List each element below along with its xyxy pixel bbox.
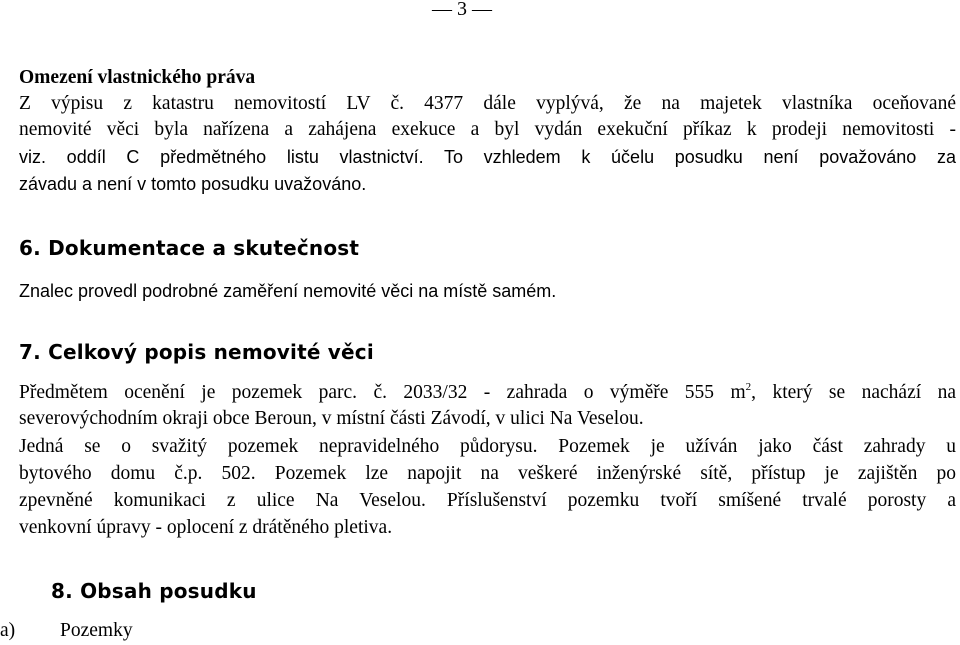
ownership-line-3: viz. oddíl C předmětného listu vlastnictví. To vzhledem k účelu posudku není považováno za <box>19 147 956 167</box>
ownership-heading: Omezení vlastnického práva <box>19 67 256 88</box>
section-6-heading: 6. Dokumentace a skutečnost <box>19 236 360 260</box>
section-8-heading: 8. Obsah posudku <box>51 579 257 603</box>
ownership-line-4: závadu a není v tomto posudku uvažováno. <box>19 174 367 194</box>
section-6-text: Znalec provedl podrobné zaměření nemovité věci na místě samém. <box>19 281 557 301</box>
ownership-line-1: Z výpisu z katastru nemovitostí LV č. 4377 dále vyplývá, že na majetek vlastníka oceňované <box>19 93 956 114</box>
section-7-heading: 7. Celkový popis nemovité věci <box>19 340 374 364</box>
section-7-line-4: bytového domu č.p. 502. Pozemek lze napojit na veškeré inženýrské sítě, přístup je zajištěn po <box>19 463 956 484</box>
page-number: — 3 — <box>432 0 492 20</box>
section-7-line-6: venkovní úpravy - oplocení z drátěného pletiva. <box>19 517 393 538</box>
section-7-line-1: Předmětem ocenění je pozemek parc. č. 2033/32 - zahrada o výměře 555 $m^2$, který se nachází na <box>19 381 956 403</box>
section-7-line-2: severovýchodním okraji obce Beroun, v místní části Závodí, v ulici Na Veselou. <box>19 408 644 429</box>
section-7-line-3: Jedná se o svažitý pozemek nepravidelného půdorysu. Pozemek je užíván jako část zahrady u <box>19 436 956 457</box>
section-8-item-marker: a) <box>0 620 16 641</box>
section-7-line-5: zpevněné komunikaci z ulice Na Veselou. Příslušenství pozemku tvoří smíšené trvalé porosty a <box>19 490 956 511</box>
ownership-line-2: nemovité věci byla nařízena a zahájena exekuce a byl vydán exekuční příkaz k prodeji nemovitosti - <box>19 119 956 140</box>
section-8-item-label: Pozemky <box>60 620 133 641</box>
